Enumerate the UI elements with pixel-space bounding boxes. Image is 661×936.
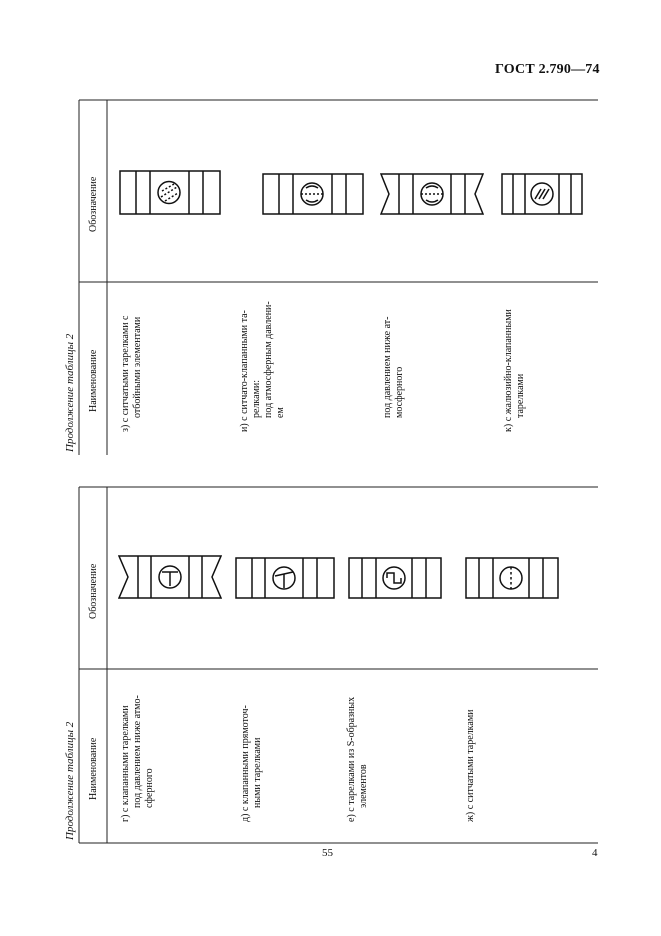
row-line: под атмосферным давлени- (263, 301, 274, 418)
row-line: ем (275, 407, 286, 418)
upper-col-name-header: Наименование (88, 349, 99, 412)
column-louvre-valve-symbol (501, 173, 583, 216)
lower-row-g-text (120, 695, 156, 822)
row-line: сферного (144, 768, 155, 808)
lower-table-continuation: Продолжение таблицы 2 (64, 721, 76, 840)
row-line: и) с ситчато-клапанными та- (239, 310, 250, 432)
row-line: е) с тарелками из S-образных (346, 696, 357, 822)
sheet-number: 4 (592, 847, 598, 859)
lower-row-zh-text (465, 710, 477, 823)
row-line: тарелками (515, 373, 526, 418)
standard-number: ГОСТ 2.790—74 (495, 62, 600, 77)
column-sieve-baffle-symbol (119, 170, 221, 216)
column-sieve-symbol (465, 557, 559, 600)
row-line: мосферного (394, 366, 405, 418)
upper-row-i-text (239, 301, 287, 432)
row-line: к) с жалюзийно-клапанными (503, 309, 514, 432)
row-line: под давлением ниже атмо- (132, 695, 143, 808)
row-line: з) с ситчатыми тарелками с (120, 315, 131, 432)
row-line: д) с клапанными прямоточ- (240, 705, 251, 822)
column-valve-vacuum-symbol (118, 555, 222, 600)
row-line: под давлением ниже ат- (382, 316, 393, 418)
column-valve-directflow-symbol (235, 557, 335, 600)
upper-row-i2-text (382, 317, 406, 418)
upper-row-k-text (503, 309, 527, 432)
column-sieve-valve-vacuum-symbol (380, 173, 484, 216)
row-line: релками: (251, 379, 262, 418)
row-line: ж) с ситчатыми тарелками (465, 709, 476, 822)
upper-table-continuation: Продолжение таблицы 2 (64, 333, 76, 452)
upper-col-symbol-header: Обозначение (88, 176, 99, 232)
lower-col-name-header: Наименование (88, 737, 99, 800)
row-line: г) с клапанными тарелками (120, 705, 131, 822)
row-line: элементов (358, 764, 369, 808)
column-s-elements-symbol (348, 557, 442, 600)
row-line: ными тарелками (252, 737, 263, 808)
lower-row-e-text (346, 697, 370, 822)
column-sieve-valve-atm-symbol (262, 173, 364, 216)
row-line: отбойными элементами (132, 316, 143, 418)
page-number: 55 (322, 847, 333, 859)
lower-col-symbol-header: Обозначение (88, 563, 99, 619)
lower-row-d-text (240, 705, 264, 822)
upper-row-z-text (120, 316, 144, 432)
